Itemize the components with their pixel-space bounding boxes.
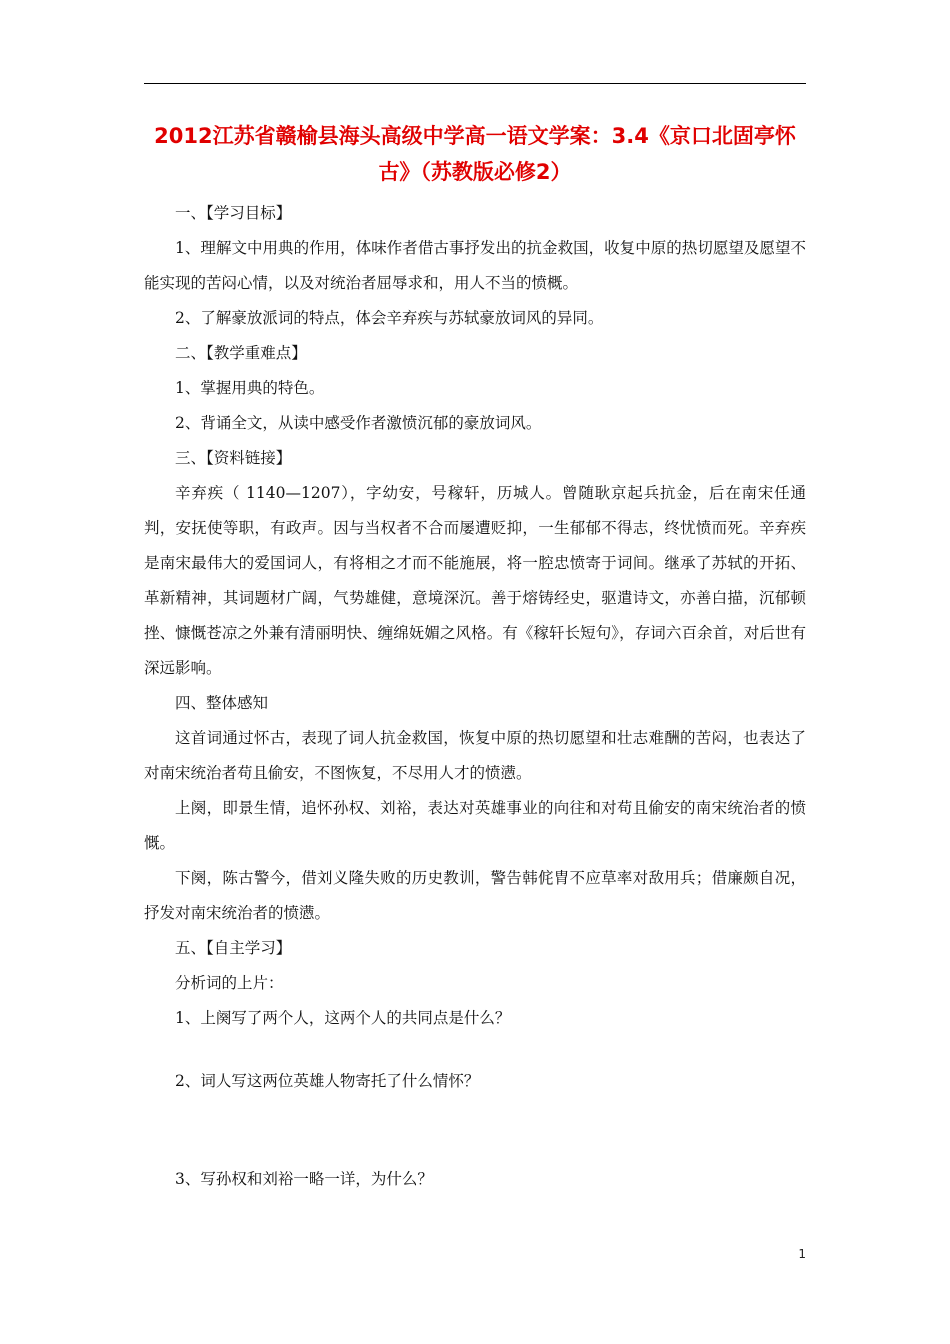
self-study-heading: 五、【自主学习】 [175, 939, 292, 957]
overview-paragraph: 这首词通过怀古，表现了词人抗金救国，恢复中原的热切愿望和壮志难酬的苦闷，也表达了对南宋统治者苟且偷安，不图恢复，不尽用人才的愤懑。 [144, 729, 806, 782]
objective-item: 2、了解豪放派词的特点，体会辛弃疾与苏轼豪放词风的异同。 [175, 309, 604, 327]
document-body [144, 196, 806, 1197]
key-point-item: 1、掌握用典的特色。 [175, 379, 325, 397]
question-item: 2、词人写这两位英雄人物寄托了什么情怀？ [175, 1072, 480, 1090]
question-item: 1、上阕写了两个人，这两个人的共同点是什么？ [175, 1009, 511, 1027]
materials-heading: 三、【资料链接】 [175, 449, 292, 467]
materials-paragraph: 辛弃疾（ 1140—1207），字幼安，号稼轩，历城人。曾随耿京起兵抗金，后在南宋任通判，安抚使等职，有政声。因与当权者不合而屡遭贬抑，一生郁郁不得志，终忧愤而死。辛弃疾是南宋最伟大的爱国词人，有将相之才而不能施展，将一腔忠愤寄于词间。继承了苏轼的开拓、革新精神，其词题材广阔，气势雄健，意境深沉。善于熔铸经史，驱遣诗文，亦善白描，沉郁顿挫、慷慨苍凉之外兼有清丽明快、缠绵妩媚之风格。有《稼轩长短句》，存词六百余首，对后世有深远影响。 [144, 484, 806, 677]
page-number: 1 [798, 1247, 806, 1261]
self-study-intro: 分析词的上片： [175, 974, 284, 992]
header-rule [144, 83, 806, 84]
overview-paragraph: 上阕，即景生情，追怀孙权、刘裕，表达对英雄事业的向往和对苟且偷安的南宋统治者的愤慨。 [144, 799, 806, 852]
overview-paragraph: 下阕，陈古警今，借刘义隆失败的历史教训，警告韩侂胄不应草率对敌用兵；借廉颇自况，抒发对南宋统治者的愤懑。 [144, 869, 806, 922]
key-point-item: 2、背诵全文，从读中感受作者激愤沉郁的豪放词风。 [175, 414, 542, 432]
objective-item: 1、理解文中用典的作用，体味作者借古事抒发出的抗金救国，收复中原的热切愿望及愿望不能实现的苦闷心情，以及对统治者屈辱求和，用人不当的愤概。 [144, 239, 806, 292]
question-item: 3、写孙权和刘裕一略一详，为什么？ [175, 1170, 433, 1188]
answer-space [144, 1036, 806, 1064]
key-points-heading: 二、【教学重难点】 [175, 344, 307, 362]
overview-heading: 四、整体感知 [175, 694, 269, 712]
objectives-heading: 一、【学习目标】 [175, 204, 292, 222]
document-title: 2012江苏省赣榆县海头高级中学高一语文学案：3.4《京口北固亭怀古》（苏教版必修2） [154, 124, 796, 184]
answer-space [144, 1099, 806, 1162]
